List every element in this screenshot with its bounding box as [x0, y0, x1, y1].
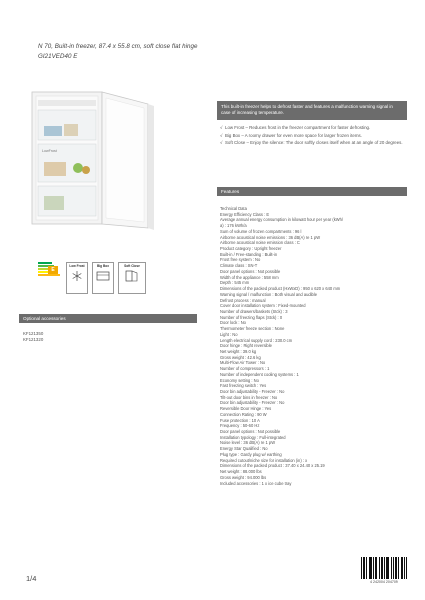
spec-row: Gross weight : 42.6 kg [220, 354, 261, 360]
spec-row: Light : No [220, 331, 238, 337]
spec-row: Number of compressors : 1 [220, 366, 270, 372]
spec-row: Reversible Door Hinge : Yes [220, 406, 272, 412]
spec-row: Number of freezing flaps (Stck) : 0 [220, 314, 283, 320]
spec-row: Sum of volume of frozen compartments : 96 l [220, 228, 302, 234]
spec-row: Average annual energy consumption in kilowatt hour per year (kWh/ [220, 217, 344, 223]
spec-row: Included accessories : 1 x ice cube tray [220, 480, 292, 486]
barcode-bars [361, 557, 407, 579]
spec-row: Door panel options : Not possible [220, 429, 281, 435]
check-icon: √ [220, 132, 223, 138]
spec-row: Defrost process : manual [220, 297, 266, 303]
drawer-icon [96, 270, 110, 282]
product-title: N 70, Built-in freezer, 87.4 x 55.8 cm, soft close flat hinge [38, 43, 198, 50]
spec-row: Plug type : Gardy plug w/ earthing [220, 451, 282, 457]
spec-row: Connection Rating : 90 W [220, 411, 267, 417]
benefit-text: Soft Close – Enjoy the silence: The door softly closes itself when at an angle of 20 degrees. [225, 140, 403, 146]
spec-row: Climate class : SN-T [220, 263, 258, 269]
spec-row: Door hinge : Right reversible [220, 343, 272, 349]
spec-row: Frost free system : No [220, 257, 261, 263]
barcode [360, 557, 408, 587]
accessories-list [23, 331, 43, 344]
feature-big-box-label: Big Box [96, 264, 110, 268]
energy-class-badge: E [48, 266, 58, 274]
spec-row: Fuse protection : 10 A [220, 417, 260, 423]
drawer-label: LowFrost [42, 149, 57, 153]
spec-row: Airborne acoustical noise emission class : C [220, 240, 300, 246]
benefit-item [220, 125, 408, 131]
technical-specs-list [220, 206, 408, 486]
barcode-number: 4 242004 204709 [370, 580, 398, 584]
product-photo [30, 90, 185, 250]
spec-row: Depth : 545 mm [220, 280, 250, 286]
spec-row: a) : 176 kWh/a [220, 223, 247, 229]
spec-row: Number of drawers/baskets (Stck) : 3 [220, 308, 288, 314]
spec-row: Economy setting : No [220, 377, 259, 383]
benefit-text: Low Frost – Reduces frost in the freezer compartment for faster defrosting. [225, 125, 371, 130]
feature-low-frost-label: Low Frost [69, 264, 85, 268]
spec-row: Noise level : 36 dB(A) re 1 pW [220, 440, 276, 446]
spec-row: Net weight : 88.000 lbs [220, 469, 262, 475]
spec-row: Net weight : 39.0 kg [220, 348, 257, 354]
spec-row: Multi-Flow Air Tower : No [220, 360, 266, 366]
feature-soft-close [118, 262, 146, 294]
accessories-header: Optional accessories [19, 314, 197, 323]
spec-row: Door bin adjustability - Freezer : No [220, 389, 285, 394]
spec-row: Door panel options : Not possible [220, 268, 281, 274]
spec-row: Width of the appliance : 558 mm [220, 274, 279, 280]
benefit-text: Big Box – A roomy drawer for even more space for larger frozen items. [225, 132, 362, 138]
spec-row: Number of independent cooling systems : 1 [220, 371, 299, 377]
feature-soft-close-label: Soft Close [124, 264, 140, 268]
spec-row: Airborne acoustical noise emissions : 36 dB(A) re 1 pW [220, 234, 321, 240]
spec-row: Installation typology : Full-integrated [220, 434, 286, 440]
spec-row: Product category : Upright freezer [220, 246, 282, 252]
feature-big-box [92, 262, 114, 294]
spec-row: Door bin adjustability - Freezer : No [220, 400, 285, 406]
benefit-item [220, 140, 408, 146]
check-icon: √ [220, 140, 223, 146]
spec-row: Door lock : No [220, 320, 246, 326]
spec-row: Technical Data [220, 206, 247, 211]
product-model: GI21VED40 E [38, 52, 78, 60]
spec-row: Tilt-out door bins in freezer : No [220, 394, 278, 400]
check-icon: √ [220, 125, 223, 130]
accessory-item: KF121350 [23, 331, 44, 336]
spec-row: Gross weight : 94.000 lbs [220, 474, 267, 480]
spec-row: Frequency : 50-60 Hz [220, 423, 260, 429]
page-number: 1/4 [26, 574, 37, 583]
accessory-item: KF121320 [23, 337, 44, 343]
spec-row: Energy Star Qualified : No [220, 446, 268, 452]
spec-row: Fast freezing switch : Yes [220, 383, 267, 389]
spec-row: Cover door installation system : Fixed-mounted [220, 303, 306, 309]
feature-icons-row [38, 262, 146, 294]
intro-box: This built-in freezer helps to defrost faster and features a malfunction warning signal in case of increasing temperature. [217, 101, 407, 120]
benefits-list [220, 125, 408, 148]
spec-row: Dimensions of the packed product (HxWxD) : 950 x 620 x 640 mm [220, 286, 341, 292]
features-header: Features [217, 187, 407, 196]
snowflake-icon [71, 270, 83, 282]
spec-row: Built-in / Free-standing : Built-in [220, 251, 278, 257]
spec-row: Energy Efficiency Class : E [220, 211, 270, 217]
energy-label-icon [38, 262, 62, 278]
spec-row: Thermometer freeze section : None [220, 326, 285, 332]
spec-row: Required cutout/niche size for installation (in) : x [220, 457, 308, 463]
page-title [38, 42, 268, 61]
benefit-item [220, 133, 408, 139]
spec-row: Warning signal / malfunction : Both visual and audible [220, 291, 318, 297]
feature-low-frost [66, 262, 88, 294]
spec-row: Dimensions of the packed product : 37.40 x 24.40 x 25.19 [220, 463, 325, 469]
door-hinge-icon [124, 270, 140, 282]
spec-row: Length electrical supply cord : 230.0 cm [220, 337, 293, 343]
